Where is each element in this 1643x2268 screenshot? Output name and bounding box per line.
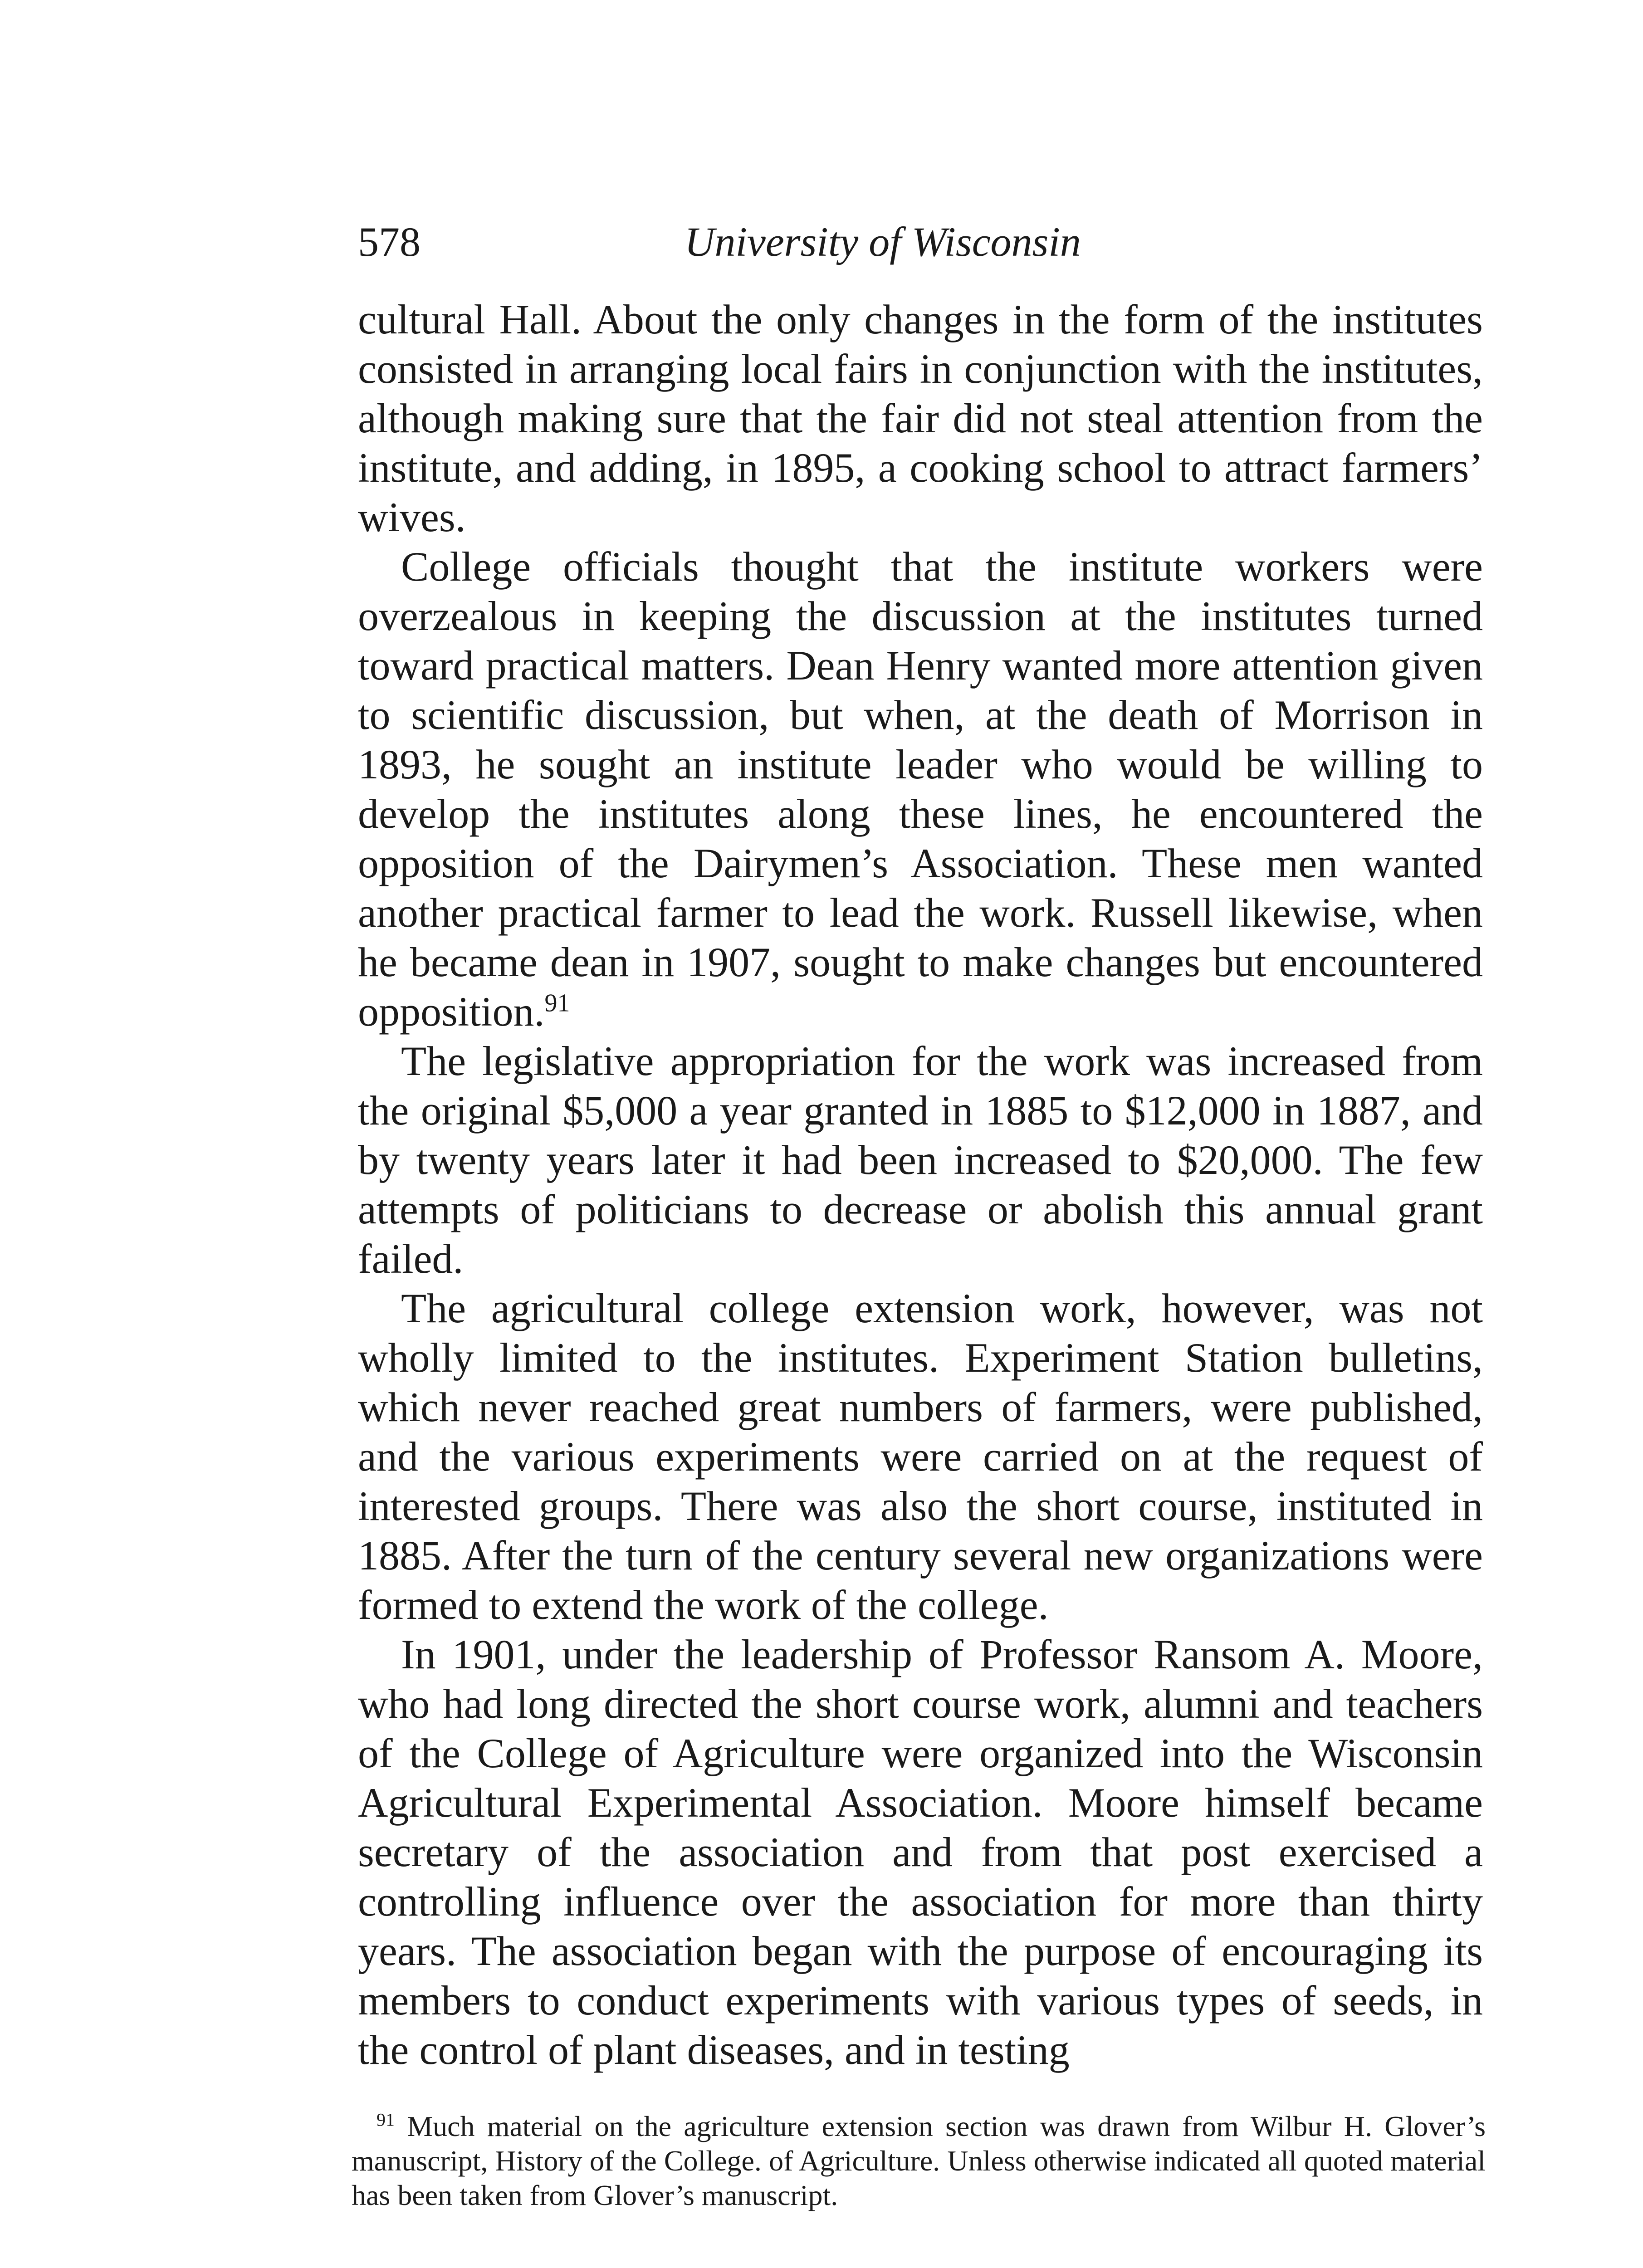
footnote-paragraph: [352, 2109, 1486, 2213]
paragraph-3-text: The legislative appropriation for the work was increased from the original $5,000 a year granted in 1885 to $12,000 in 1887, and by twenty years later it had been increased to $20,000. The few attempts of politicians to decrease or abolish this annual grant failed.: [358, 1038, 1483, 1282]
paragraph-4: [358, 1284, 1483, 1630]
paragraph-2: [358, 542, 1483, 1036]
body-text: [358, 295, 1483, 2075]
paragraph-5-text: In 1901, under the leadership of Professor Ransom A. Moore, who had long directed the short course work, alumni and teachers of the College of Agriculture were organized into the Wisconsin Agricultural Experimental Association. Moore himself became secretary of the association and from that post exercised a controlling influence over the association for more than thirty years. The association began with the purpose of encouraging its members to conduct experiments with various types of seeds, in the control of plant diseases, and in testing: [358, 1631, 1483, 2073]
footnote-reference: 91: [544, 989, 570, 1017]
page-number: 578: [358, 219, 421, 265]
paragraph-4-text: The agricultural college extension work, however, was not wholly limited to the institutes. Experiment Station bulletins, which never reached great numbers of farmers, were published, and the various experiments were carried on at the request of interested groups. There was also the short course, instituted in 1885. After the turn of the century several new organizations were formed to extend the work of the college.: [358, 1285, 1483, 1628]
paragraph-2-text: College officials thought that the institute workers were overzealous in keeping the discussion at the institutes turned toward practical matters. Dean Henry wanted more attention given to scientific discussion, but when, at the death of Morrison in 1893, he sought an institute leader who would be willing to develop the institutes along these lines, he encountered the opposition of the Dairymen’s Association. These men wanted another practical farmer to lead the work. Russell likewise, when he became dean in 1907, sought to make changes but encountered opposition.: [358, 543, 1483, 1035]
paragraph-5: [358, 1630, 1483, 2075]
running-title: University of Wisconsin: [685, 219, 1081, 265]
paragraph-3: [358, 1036, 1483, 1284]
footnote: [352, 2109, 1486, 2213]
footnote-marker: 91: [377, 2109, 395, 2130]
footnote-text: Much material on the agriculture extension section was drawn from Wilbur H. Glover’s manuscript, History of the College. of Agriculture. Unless otherwise indicated all quoted material has been taken from Glover’s manuscript.: [352, 2110, 1486, 2211]
paragraph-1-text: cultural Hall. About the only changes in the form of the institutes consisted in arranging local fairs in conjunction with the institutes, although making sure that the fair did not steal attention from the institute, and adding, in 1895, a cooking school to attract farmers’ wives.: [358, 296, 1483, 540]
paragraph-1: [358, 295, 1483, 542]
page-header: [358, 210, 1483, 274]
